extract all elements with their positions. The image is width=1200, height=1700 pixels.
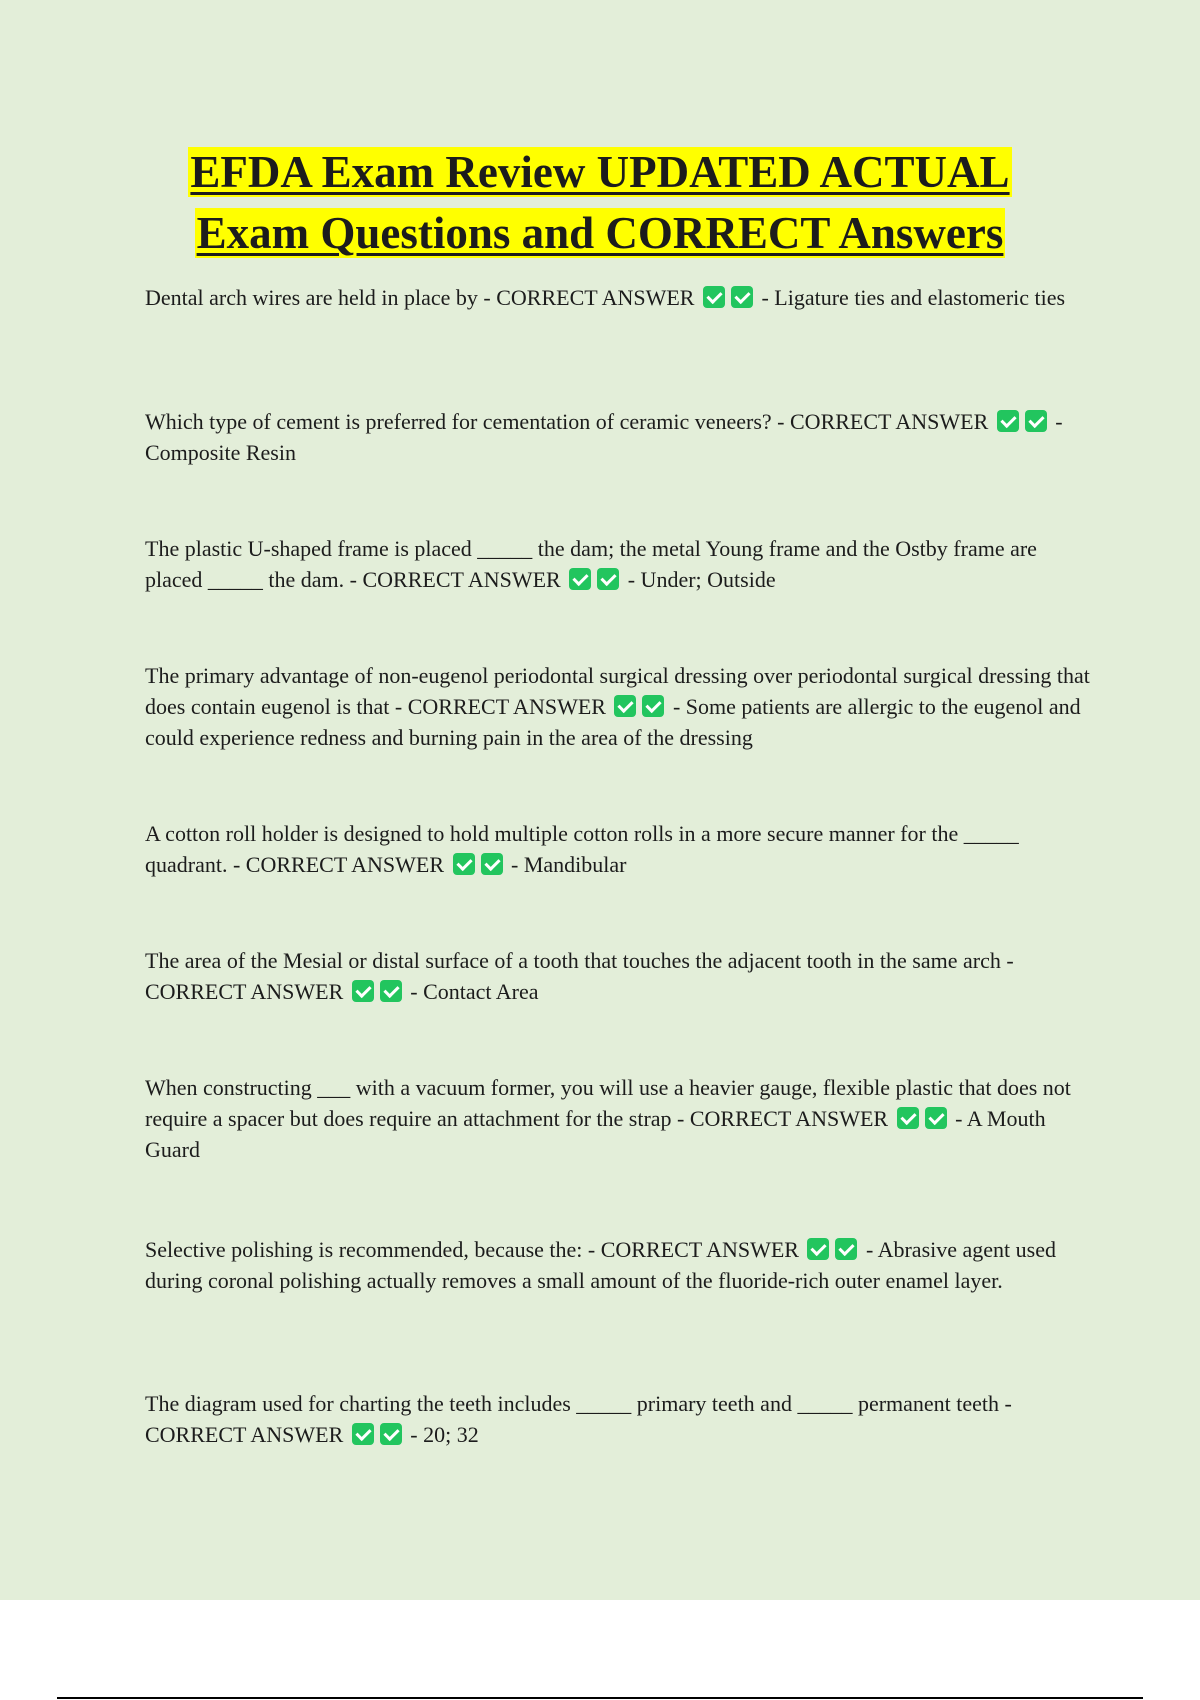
check-icon	[731, 286, 753, 308]
qa-item-6	[145, 945, 1090, 1007]
check-icon	[597, 568, 619, 590]
check-icon	[925, 1107, 947, 1129]
check-icon	[1025, 410, 1047, 432]
question-text: The area of the Mesial or distal surface of a tooth that touches the adjacent tooth in the same arch - CORRECT ANSWER	[145, 948, 1014, 1004]
answer-text: - Ligature ties and elastomeric ties	[761, 285, 1066, 310]
check-icon	[481, 853, 503, 875]
check-icon	[642, 695, 664, 717]
check-icon	[807, 1238, 829, 1260]
qa-item-1	[145, 282, 1090, 313]
question-text: Dental arch wires are held in place by - CORRECT ANSWER	[145, 285, 695, 310]
question-text: Selective polishing is recommended, because the: - CORRECT ANSWER	[145, 1237, 799, 1262]
title-line-1: EFDA Exam Review UPDATED ACTUAL	[190, 147, 1010, 197]
check-icon	[703, 286, 725, 308]
check-icon	[380, 1423, 402, 1445]
qa-item-4	[145, 660, 1090, 753]
check-icon	[614, 695, 636, 717]
check-icon	[897, 1107, 919, 1129]
qa-item-9	[145, 1388, 1090, 1450]
answer-text: - Abrasive agent used during coronal polishing actually removes a small amount of the fluoride-rich outer enamel layer.	[145, 1237, 1056, 1293]
answer-text: - A Mouth Guard	[145, 1106, 1046, 1162]
question-text: The plastic U-shaped frame is placed _____ the dam; the metal Young frame and the Ostby frame are placed _____ the dam. - CORRECT ANSWER	[145, 536, 1037, 592]
qa-item-5	[145, 818, 1090, 880]
title-line-2: Exam Questions and CORRECT Answers	[196, 208, 1004, 258]
answer-text: - Some patients are allergic to the eugenol and could experience redness and burning pain in the area of the dressing	[145, 694, 1081, 750]
qa-item-7	[145, 1072, 1090, 1165]
question-text: A cotton roll holder is designed to hold multiple cotton rolls in a more secure manner for the _____ quadrant. - CORRECT ANSWER	[145, 821, 1019, 877]
question-text: When constructing ___ with a vacuum former, you will use a heavier gauge, flexible plastic that does not require a spacer but does require an attachment for the strap - CORRECT ANSWER	[145, 1075, 1071, 1131]
answer-text: - 20; 32	[410, 1422, 479, 1447]
check-icon	[569, 568, 591, 590]
answer-text: - Under; Outside	[627, 567, 776, 592]
check-icon	[352, 1423, 374, 1445]
check-icon	[352, 980, 374, 1002]
answer-text: - Mandibular	[511, 852, 627, 877]
footer-divider	[57, 1697, 1143, 1699]
check-icon	[453, 853, 475, 875]
question-text: The diagram used for charting the teeth includes _____ primary teeth and _____ permanent teeth - CORRECT ANSWER	[145, 1391, 1012, 1447]
question-text: Which type of cement is preferred for cementation of ceramic veneers? - CORRECT ANSWER	[145, 409, 989, 434]
page-title	[0, 142, 1200, 264]
question-text: The primary advantage of non-eugenol periodontal surgical dressing over periodontal surgical dressing that does contain eugenol is that - CORRECT ANSWER	[145, 663, 1090, 719]
check-icon	[835, 1238, 857, 1260]
answer-text: - Contact Area	[410, 979, 539, 1004]
check-icon	[380, 980, 402, 1002]
check-icon	[997, 410, 1019, 432]
qa-item-2	[145, 406, 1090, 468]
answer-text: - Composite Resin	[145, 409, 1063, 465]
qa-item-8	[145, 1234, 1090, 1296]
qa-item-3	[145, 533, 1090, 595]
